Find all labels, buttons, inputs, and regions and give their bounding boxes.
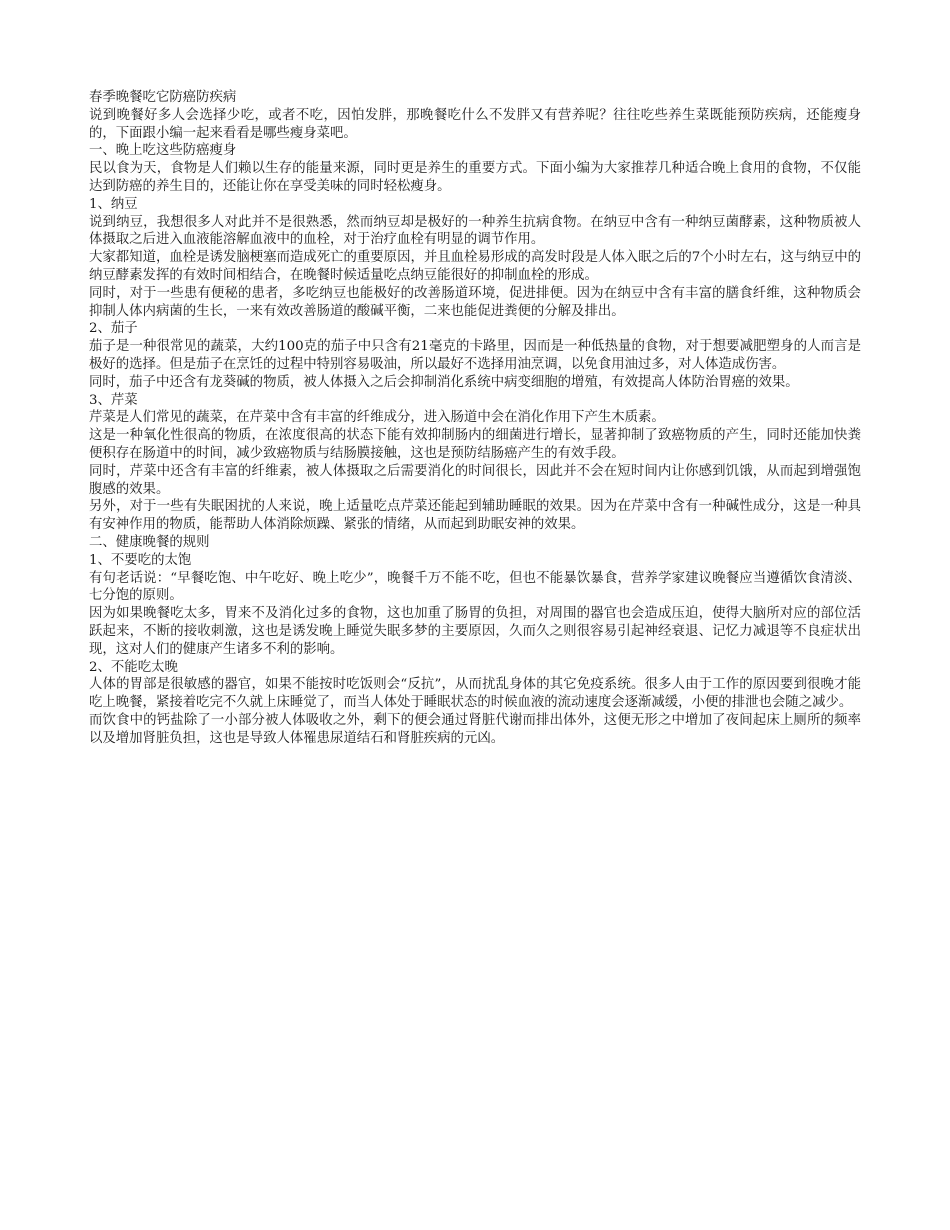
eggplant-heading: 2、茄子 <box>89 321 138 337</box>
rule-2-paragraph-1: 人体的胃部是很敏感的器官，如果不能按时吃饭则会“反抗”，从而扰乱身体的其它免疫系统。很多人由于工作的原因要到很晚才能吃上晚餐，紧接着吃完不久就上床睡觉了，而当人体处于睡眠状态的时候血液的流动速度会逐渐减缓，小便的排泄也会随之减少。 <box>89 677 861 711</box>
section-2-heading: 二、健康晚餐的规则 <box>89 534 210 550</box>
natto-paragraph-3: 同时，对于一些患有便秘的患者，多吃纳豆也能极好的改善肠道环境，促进排便。因为在纳豆中含有丰富的膳食纤维，这种物质会抑制人体内病菌的生长，一来有效改善肠道的酸碱平衡，二来也能促进粪便的分解及排出。 <box>89 285 861 319</box>
document-title: 春季晚餐吃它防癌防疾病 <box>89 90 237 105</box>
celery-paragraph-4: 另外，对于一些有失眠困扰的人来说，晚上适量吃点芹菜还能起到辅助睡眠的效果。因为在芹菜中含有一种碱性成分，这是一种具有安神作用的物质，能帮助人体消除烦躁、紧张的情绪，从而起到助眠安神的效果。 <box>89 499 861 533</box>
rule-2-paragraph-2: 而饮食中的钙盐除了一小部分被人体吸收之外，剩下的便会通过肾脏代谢而排出体外，这便无形之中增加了夜间起床上厕所的频率以及增加肾脏负担，这也是导致人体罹患尿道结石和肾脏疾病的元凶。 <box>89 712 861 746</box>
rule-1-paragraph-2: 因为如果晚餐吃太多，胃来不及消化过多的食物，这也加重了肠胃的负担，对周围的器官也会造成压迫，使得大脑所对应的部位活跃起来，不断的接收刺激，这也是诱发晚上睡觉失眠多梦的主要原因，久而久之则很容易引起神经衰退、记忆力减退等不良症状出现，这对人们的健康产生诸多不利的影响。 <box>89 606 861 657</box>
rule-2-heading: 2、不能吃太晚 <box>89 659 178 675</box>
natto-paragraph-2: 大家都知道，血栓是诱发脑梗塞而造成死亡的重要原因，并且血栓易形成的高发时段是人体入眠之后的7个小时左右，这与纳豆中的纳豆酵素发挥的有效时间相结合，在晚餐时候适量吃点纳豆能很好的抑制血栓的形成。 <box>89 250 861 283</box>
eggplant-paragraph-2: 同时，茄子中还含有龙葵碱的物质，被人体摄入之后会抑制消化系统中病变细胞的增殖，有效提高人体防治胃癌的效果。 <box>89 374 799 390</box>
section-1-intro: 民以食为天，食物是人们赖以生存的能量来源，同时更是养生的重要方式。下面小编为大家推荐几种适合晚上食用的食物，不仅能达到防癌的养生目的，还能让你在享受美味的同时轻松瘦身。 <box>89 161 861 194</box>
celery-heading: 3、芹菜 <box>89 392 138 408</box>
celery-paragraph-3: 同时，芹菜中还含有丰富的纤维素，被人体摄取之后需要消化的时间很长，因此并不会在短时间内让你感到饥饿，从而起到增强饱腹感的效果。 <box>89 463 861 497</box>
eggplant-paragraph-1: 茄子是一种很常见的蔬菜，大约100克的茄子中只含有21毫克的卡路里，因而是一种低热量的食物，对于想要减肥塑身的人而言是极好的选择。但是茄子在烹饪的过程中特别容易吸油，所以最好不选择用油烹调，以免食用油过多，对人体造成伤害。 <box>89 339 861 372</box>
natto-heading: 1、纳豆 <box>89 196 138 212</box>
intro-paragraph: 说到晚餐好多人会选择少吃，或者不吃，因怕发胖，那晚餐吃什么不发胖又有营养呢？往往吃些养生菜既能预防疾病，还能瘦身的，下面跟小编一起来看看是哪些瘦身菜吧。 <box>89 107 861 141</box>
rule-1-heading: 1、不要吃的太饱 <box>89 552 192 568</box>
section-1-heading: 一、晚上吃这些防癌瘦身 <box>89 143 237 159</box>
celery-paragraph-1: 芹菜是人们常见的蔬菜，在芹菜中含有丰富的纤维成分，进入肠道中会在消化作用下产生木质素。 <box>89 410 665 426</box>
document-page <box>89 89 861 747</box>
celery-paragraph-2: 这是一种氧化性很高的物质，在浓度很高的状态下能有效抑制肠内的细菌进行增长，显著抑制了致癌物质的产生，同时还能加快粪便积存在肠道中的时间，减少致癌物质与结肠膜接触，这也是预防结肠癌产生的有效手段。 <box>89 428 861 461</box>
rule-1-paragraph-1: 有句老话说：“早餐吃饱、中午吃好、晚上吃少”，晚餐千万不能不吃，但也不能暴饮暴食，营养学家建议晚餐应当遵循饮食清淡、七分饱的原则。 <box>89 570 861 604</box>
natto-paragraph-1: 说到纳豆，我想很多人对此并不是很熟悉，然而纳豆却是极好的一种养生抗病食物。在纳豆中含有一种纳豆菌酵素，这种物质被人体摄取之后进入血液能溶解血液中的血栓，对于治疗血栓有明显的调节作用。 <box>89 214 861 248</box>
